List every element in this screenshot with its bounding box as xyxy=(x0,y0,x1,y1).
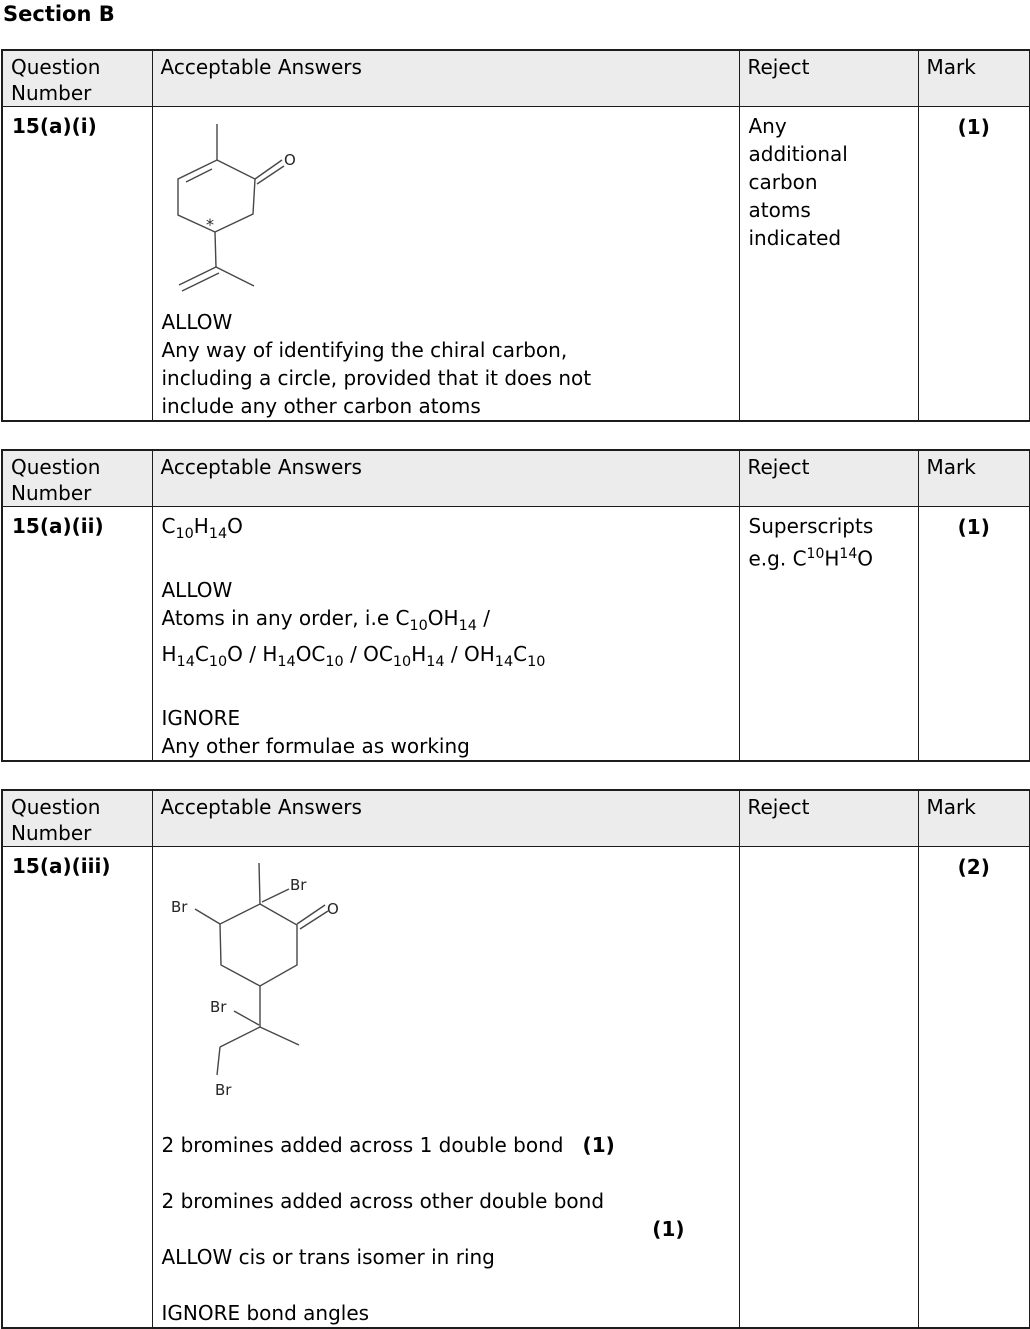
answer-line xyxy=(162,676,730,704)
answer-line xyxy=(162,1271,730,1299)
answer-line: ALLOW cis or trans isomer in ring xyxy=(161,1245,495,1269)
bromine-atom-label: Br xyxy=(289,876,306,894)
answer-row xyxy=(2,847,1030,1329)
mark-value: (1) xyxy=(957,115,990,139)
column-header-reject: Reject xyxy=(739,50,918,107)
question-number-cell xyxy=(2,507,152,762)
column-header-mark: Mark xyxy=(918,790,1030,847)
bromine-atom-label: Br xyxy=(209,998,226,1016)
reject-cell xyxy=(739,847,918,1329)
answer-line: ALLOW xyxy=(161,310,233,334)
answer-line: include any other carbon atoms xyxy=(161,394,481,418)
column-header-mark: Mark xyxy=(918,50,1030,107)
answer-line: Any other formulae as working xyxy=(161,734,470,758)
mark-cell xyxy=(918,107,1030,422)
reject-cell xyxy=(739,507,918,762)
answer-line: $H_{14}C_{10}O / H_{14}OC_{10} / OC_{10}H_{14} / OH_{14}C_{10}$ xyxy=(161,642,546,670)
acceptable-answers-cell xyxy=(152,847,739,1329)
reject-line: Superscripts xyxy=(748,514,874,538)
answer-line: $C_{10}H_{14}O$ xyxy=(161,514,243,542)
answer-line: including a circle, provided that it does not xyxy=(161,366,592,390)
question-number-cell xyxy=(2,107,152,422)
answer-line: IGNORE xyxy=(161,706,241,730)
column-header-reject: Reject xyxy=(739,450,918,507)
markscheme-table-15aiii xyxy=(1,789,1030,1329)
reject-line: atoms xyxy=(748,198,811,222)
answer-text-block xyxy=(153,308,739,420)
reject-line: carbon xyxy=(748,170,818,194)
answer-line: IGNORE bond angles xyxy=(161,1301,370,1325)
column-header-acceptable-answers: Acceptable Answers xyxy=(152,50,739,107)
reject-line: Any xyxy=(748,114,787,138)
question-number: 15(a)(i) xyxy=(12,114,97,138)
column-header-mark: Mark xyxy=(918,450,1030,507)
answer-line xyxy=(162,1159,730,1187)
acceptable-answers-cell xyxy=(152,507,739,762)
answer-text-block xyxy=(153,1131,739,1327)
question-number: 15(a)(iii) xyxy=(12,854,111,878)
answer-line: Any way of identifying the chiral carbon, xyxy=(161,338,568,362)
reject-line: e.g. $C^{10}H^{14}O$ xyxy=(748,546,873,571)
answer-line xyxy=(162,548,730,576)
answer-row xyxy=(2,107,1030,422)
reject-empty xyxy=(740,847,918,852)
mark-value: (2) xyxy=(957,855,990,879)
mark-cell xyxy=(918,847,1030,1329)
reject-line: indicated xyxy=(748,226,842,250)
oxygen-atom-label: O xyxy=(283,151,296,169)
answer-line: Atoms in any order, i.e $C_{10}OH_{14}$ / xyxy=(161,606,490,634)
section-title: Section B xyxy=(3,2,115,26)
answer-line: 2 bromines added across 1 double bond (1) xyxy=(161,1133,615,1157)
reject-cell xyxy=(739,107,918,422)
acceptable-answers-cell xyxy=(152,107,739,422)
column-header-question-number: Question Number xyxy=(2,790,152,847)
header-row xyxy=(2,50,1030,107)
oxygen-atom-label: O xyxy=(326,900,339,918)
bromine-atom-label: Br xyxy=(214,1081,231,1099)
mark-cell xyxy=(918,507,1030,762)
answer-row xyxy=(2,507,1030,762)
column-header-acceptable-answers: Acceptable Answers xyxy=(152,450,739,507)
tetrabromo-product-structure-diagram xyxy=(153,847,740,1125)
answer-line: ALLOW xyxy=(161,578,233,602)
column-header-question-number: Question Number xyxy=(2,50,152,107)
question-number: 15(a)(ii) xyxy=(12,514,104,538)
reject-line: additional xyxy=(748,142,848,166)
markscheme-table-15ai xyxy=(1,49,1030,422)
header-row xyxy=(2,790,1030,847)
answer-line-mark: (1) xyxy=(652,1217,685,1241)
carvone-structure-diagram xyxy=(153,107,740,302)
header-row xyxy=(2,450,1030,507)
markscheme-table-15aii xyxy=(1,449,1030,762)
question-number-cell xyxy=(2,847,152,1329)
column-header-reject: Reject xyxy=(739,790,918,847)
answer-line: 2 bromines added across other double bond xyxy=(161,1189,605,1213)
bromine-atom-label: Br xyxy=(170,898,187,916)
column-header-question-number: Question Number xyxy=(2,450,152,507)
chiral-centre-asterisk: * xyxy=(205,215,214,234)
column-header-acceptable-answers: Acceptable Answers xyxy=(152,790,739,847)
mark-value: (1) xyxy=(957,515,990,539)
